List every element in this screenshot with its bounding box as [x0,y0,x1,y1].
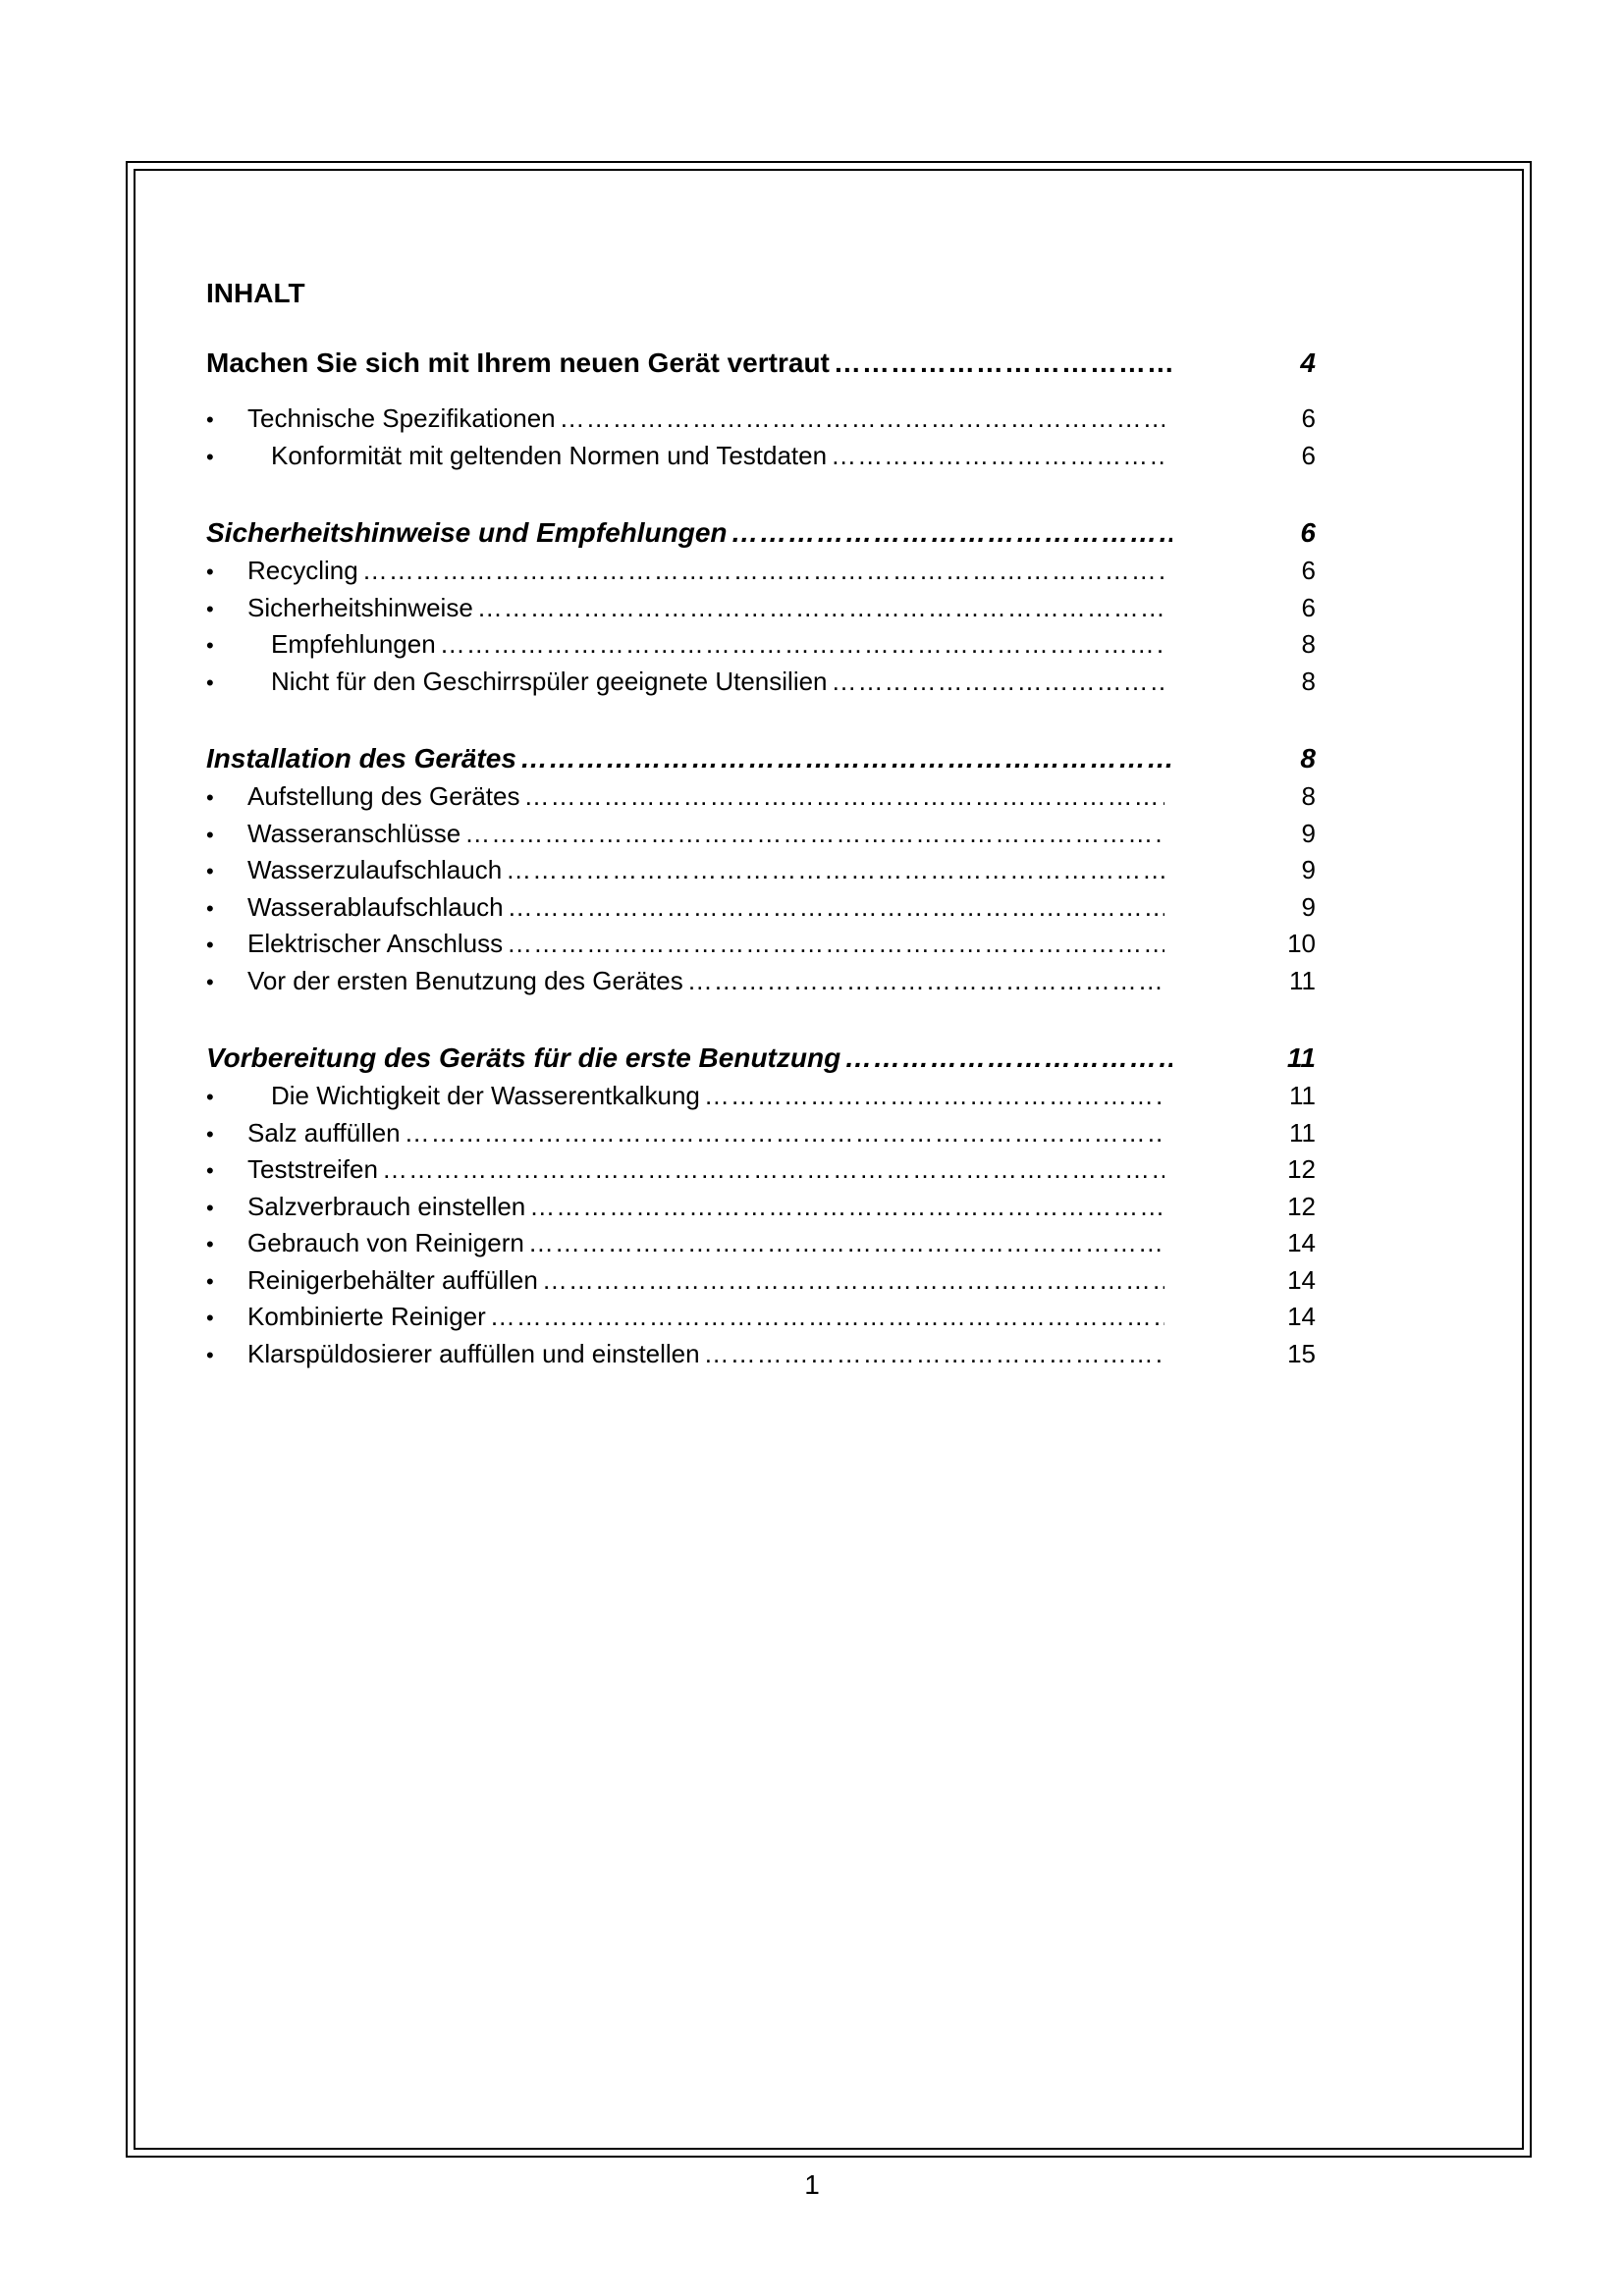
toc-leader-dots [508,889,1164,927]
toc-entry-label: Gebrauch von Reinigern [247,1228,524,1257]
bullet-icon: • [206,633,214,658]
toc-leader-dots [405,1115,1164,1152]
toc-entry-label: Elektrischer Anschluss [247,929,504,958]
toc-leader-dots [831,438,1164,475]
toc-leader-dots [440,626,1164,664]
toc-entry[interactable] [206,1299,1316,1336]
toc-entry-label: Die Wichtigkeit der Wasserentkalkung [271,1081,700,1110]
bullet-icon: • [206,859,214,883]
bullet-icon: • [206,895,214,921]
bullet-icon: • [206,1306,214,1330]
bullet-icon: • [206,1342,214,1367]
toc-section-page: 6 [1300,517,1316,548]
toc-section-page: 8 [1300,743,1316,774]
bullet-icon: • [206,444,214,469]
bullet-icon: • [206,407,214,432]
toc-entry[interactable] [206,1225,1316,1262]
toc-section-page: 4 [1300,347,1316,378]
bullet-icon: • [206,596,214,621]
toc-entry-page: 6 [1301,440,1316,470]
bullet-icon: • [206,933,214,957]
toc-section-title: Machen Sie sich mit Ihrem neuen Gerät vertraut [206,347,830,378]
toc-entry[interactable] [206,816,1316,853]
toc-leader-dots [704,1336,1164,1373]
bullet-icon: • [206,969,214,994]
toc-entry-label: Wasseranschlüsse [247,818,461,848]
bullet-icon: • [206,560,214,584]
toc-entry[interactable] [206,590,1316,627]
toc-entry-page: 8 [1301,666,1316,696]
bullet-icon: • [206,785,214,810]
toc-leader-dots [832,664,1164,701]
toc-entry-label: Empfehlungen [271,629,436,659]
toc-entry-label: Nicht für den Geschirrspüler geeignete Utensilien [271,666,828,696]
toc-leader-dots [490,1299,1164,1336]
toc-entry[interactable] [206,553,1316,590]
toc-section[interactable] [206,344,1316,383]
toc-leader-dots [477,590,1164,627]
toc-entry-page: 12 [1287,1191,1316,1221]
toc-entry-page: 11 [1289,1117,1316,1148]
toc-section[interactable] [206,513,1316,553]
toc-leader-dots [687,963,1164,1000]
toc-entry-page: 10 [1287,929,1316,958]
toc-entry-page: 6 [1301,592,1316,622]
toc-entry-page: 6 [1301,556,1316,585]
toc-entry-page: 8 [1301,781,1316,811]
toc-leader-dots [529,1189,1164,1226]
toc-entry[interactable] [206,852,1316,889]
toc-leader-dots [506,852,1164,889]
toc-entry[interactable] [206,438,1316,475]
toc-entry-label: Reinigerbehälter auffüllen [247,1264,538,1295]
toc-entry-page: 8 [1301,629,1316,659]
toc-entry-page: 6 [1301,403,1316,433]
toc-entry-label: Recycling [247,556,358,585]
toc-entry-label: Technische Spezifikationen [247,403,556,433]
bullet-icon: • [206,1232,214,1256]
page-number: 1 [804,2169,820,2200]
toc-leader-dots [464,816,1164,853]
toc-entry[interactable] [206,664,1316,701]
toc-entry[interactable] [206,1115,1316,1152]
toc-leader-dots [731,513,1172,553]
toc-entry[interactable] [206,626,1316,664]
bullet-icon: • [206,1121,214,1147]
toc-entry[interactable] [206,778,1316,816]
toc-entry-page: 12 [1287,1154,1316,1184]
toc-entry-label: Teststreifen [247,1154,378,1184]
toc-entry-page: 14 [1287,1264,1316,1295]
toc-leader-dots [844,1039,1172,1078]
toc-entry[interactable] [206,963,1316,1000]
toc-entry-label: Klarspüldosierer auffüllen und einstellen [247,1338,700,1368]
toc-leader-dots [524,778,1165,816]
toc-entry-page: 9 [1301,818,1316,848]
toc-section-title: Sicherheitshinweise und Empfehlungen [206,517,728,548]
toc-entry-page: 14 [1287,1228,1316,1257]
bullet-icon: • [206,822,214,847]
toc-leader-dots [542,1262,1164,1300]
toc-leader-dots [362,553,1164,590]
bullet-icon: • [206,1268,214,1294]
toc-leader-dots [520,739,1172,778]
toc-leader-dots [507,926,1164,963]
toc-entry-page: 14 [1287,1302,1316,1331]
bullet-icon: • [206,1195,214,1220]
toc-entry[interactable] [206,1078,1316,1115]
toc-section-title: Installation des Gerätes [206,743,516,774]
toc-entry[interactable] [206,1189,1316,1226]
toc-entry[interactable] [206,926,1316,963]
toc-entry-page: 9 [1301,855,1316,884]
toc-entry[interactable] [206,1262,1316,1300]
toc-section-title: Vorbereitung des Geräts für die erste Benutzung [206,1042,841,1073]
toc-leader-dots [704,1078,1164,1115]
toc-entry[interactable] [206,889,1316,927]
toc-section[interactable] [206,1039,1316,1078]
toc-entry-label: Konformität mit geltenden Normen und Testdaten [271,440,828,470]
toc-entry[interactable] [206,400,1316,438]
toc-entry-label: Salzverbrauch einstellen [247,1191,526,1221]
toc-entry-label: Vor der ersten Benutzung des Gerätes [247,965,683,995]
toc-entry-page: 11 [1289,1081,1316,1110]
toc-section-page: 11 [1286,1042,1316,1073]
toc-title: INHALT [206,278,305,308]
toc-entry-page: 9 [1301,891,1316,922]
toc-entry-label: Kombinierte Reiniger [247,1302,486,1331]
toc-entry-label: Salz auffüllen [247,1117,401,1148]
toc-section[interactable] [206,739,1316,778]
toc-entry-page: 11 [1289,965,1316,995]
toc-entry-label: Sicherheitshinweise [247,592,473,622]
toc-leader-dots [528,1225,1164,1262]
bullet-icon: • [206,1158,214,1183]
toc-entry-label: Aufstellung des Gerätes [247,781,520,811]
toc-entry[interactable] [206,1151,1316,1189]
bullet-icon: • [206,1085,214,1109]
toc-entry-page: 15 [1287,1338,1316,1368]
toc-leader-dots [560,400,1164,438]
toc-entry-label: Wasserzulaufschlauch [247,855,503,884]
toc-entry[interactable] [206,1336,1316,1373]
table-of-contents [206,277,1316,1372]
toc-leader-dots [834,344,1172,383]
toc-leader-dots [382,1151,1164,1189]
toc-entry-label: Wasserablaufschlauch [247,891,504,922]
bullet-icon: • [206,669,214,695]
